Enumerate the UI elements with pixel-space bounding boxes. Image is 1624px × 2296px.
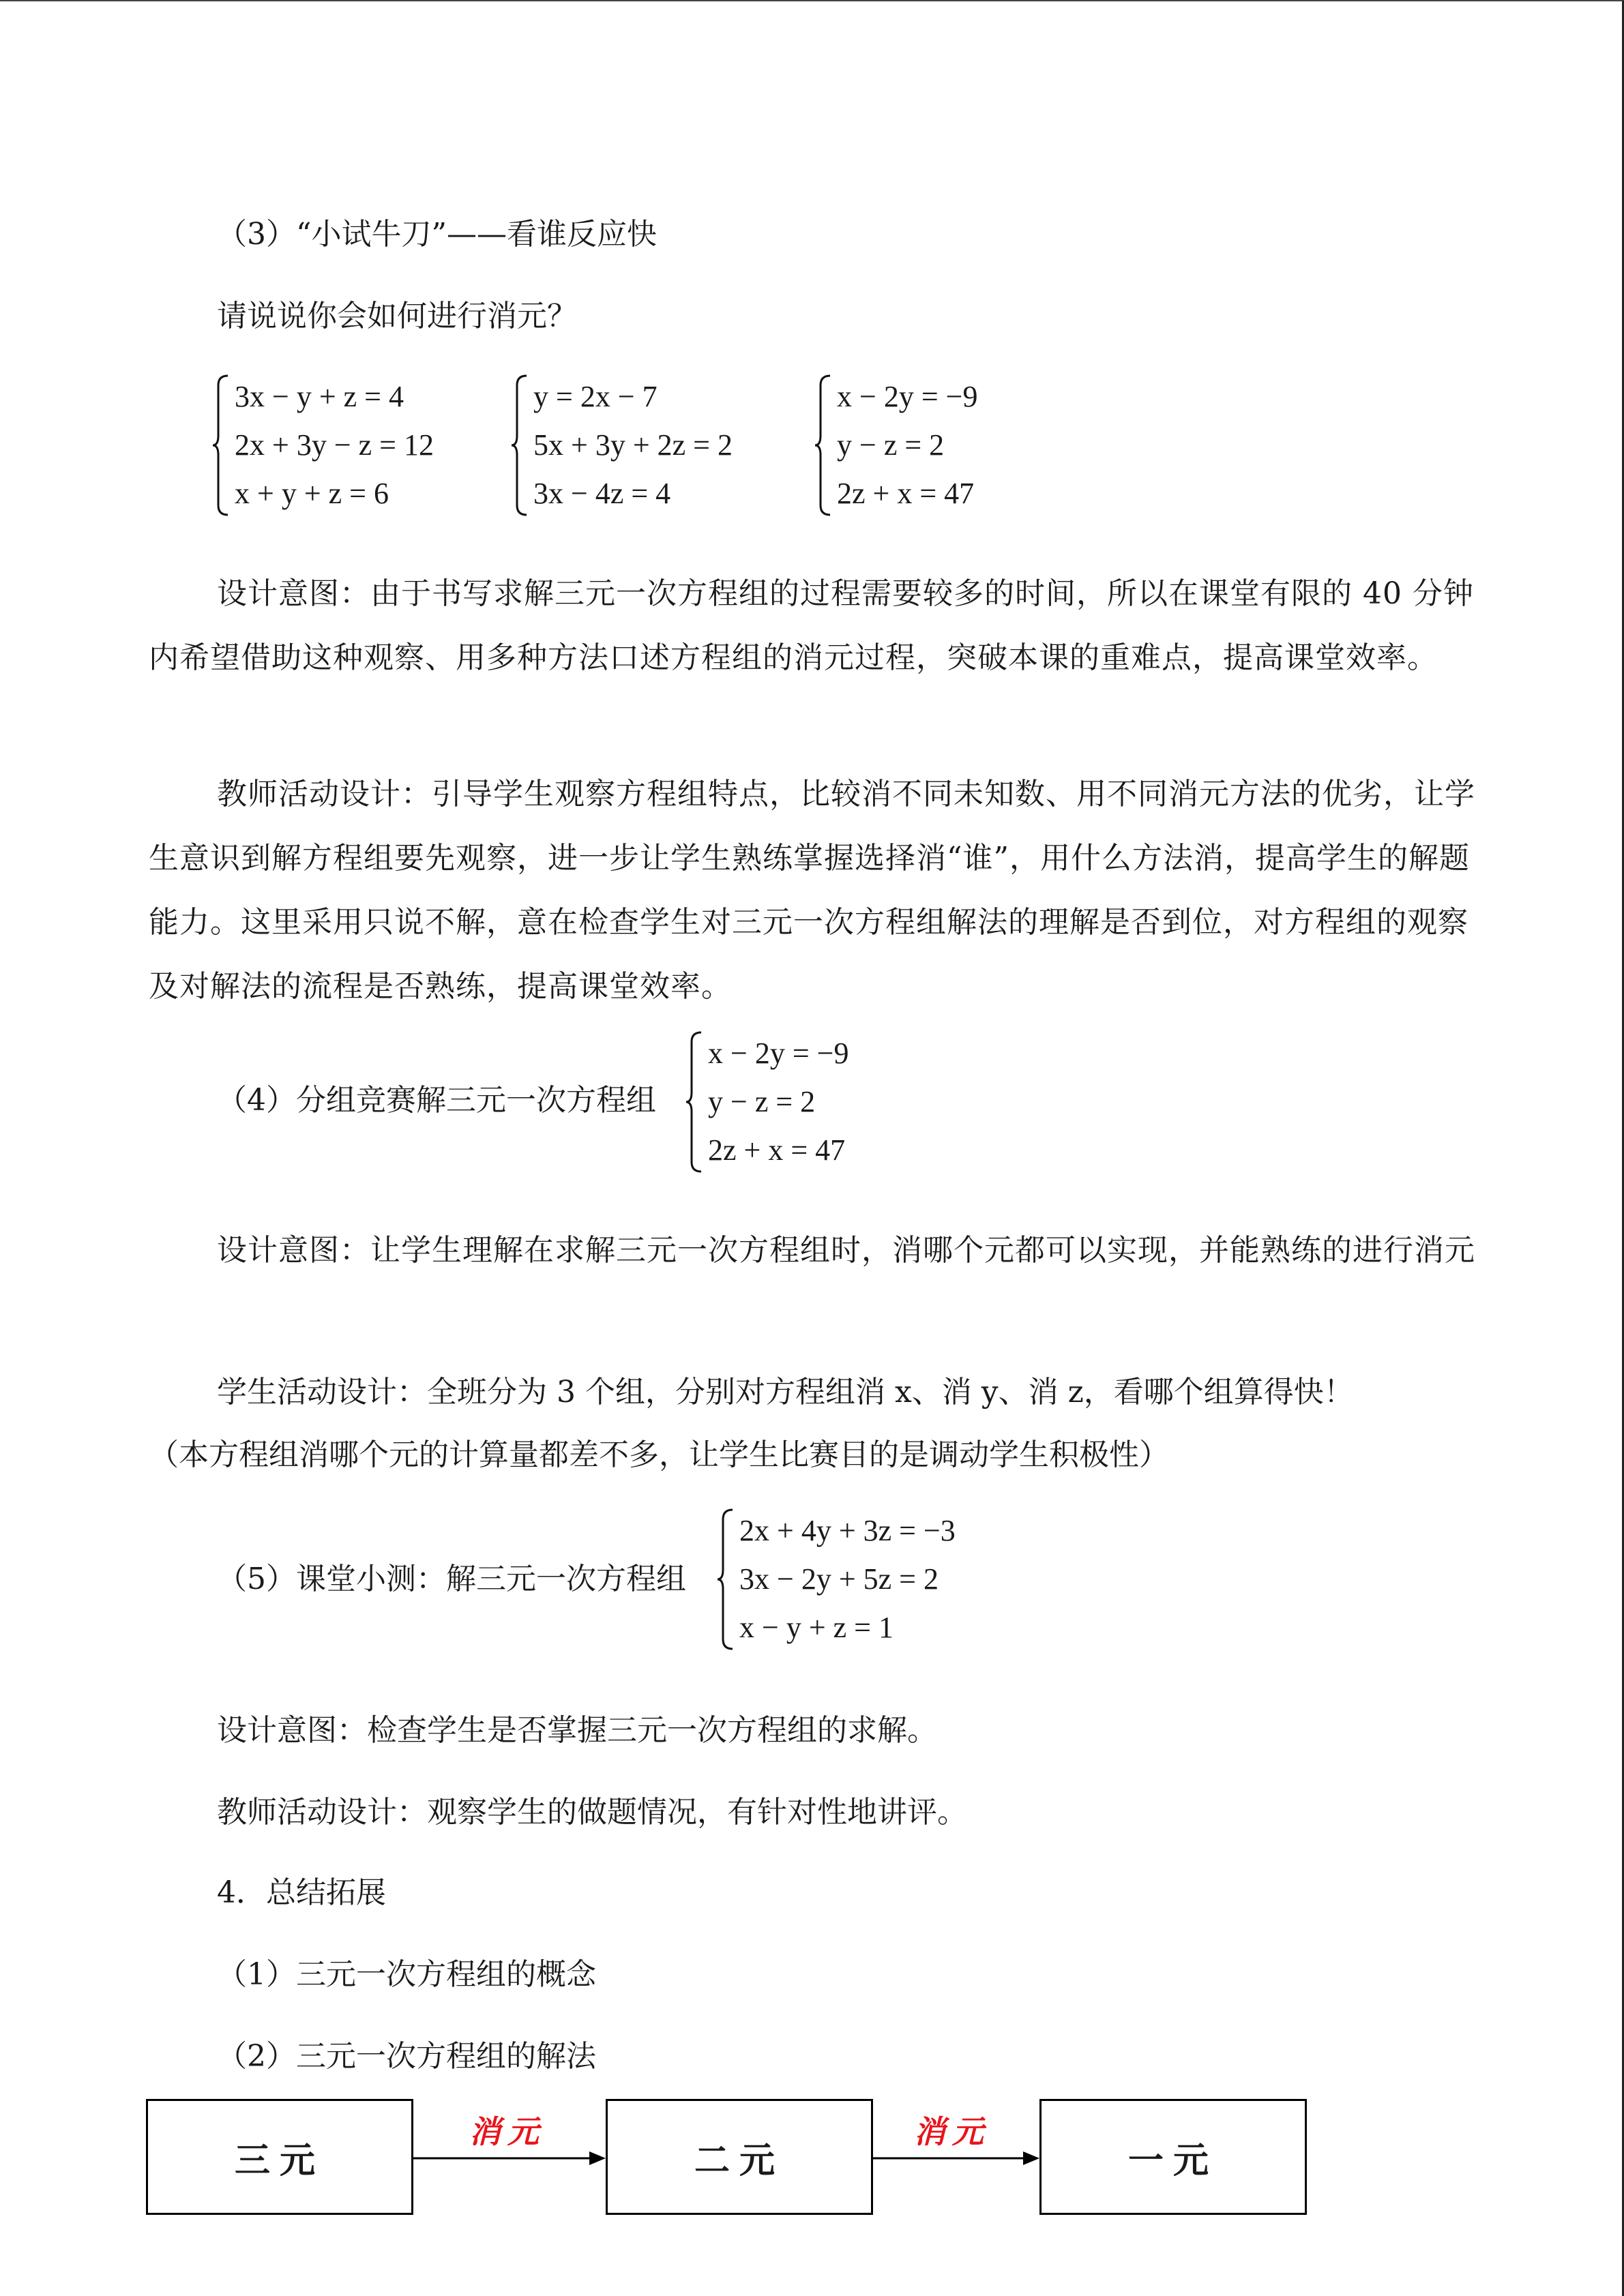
- equation-system-4: [686, 1030, 848, 1174]
- equation: y − z = 2: [837, 428, 945, 462]
- equation: x − 2y = −9: [837, 380, 978, 413]
- eliminate-label-2: 消元: [914, 2113, 990, 2150]
- equation: x + y + z = 6: [235, 477, 389, 510]
- equation: 3x − 4z = 4: [533, 477, 671, 510]
- equation: 3x − y + z = 4: [235, 380, 404, 413]
- summary-heading: 4．总结拓展: [217, 1875, 386, 1910]
- equation: 5x + 3y + 2z = 2: [533, 428, 733, 462]
- equation: y − z = 2: [708, 1085, 816, 1118]
- brace-icon: [213, 373, 231, 518]
- teacher-activity-paragraph: 教师活动设计：引导学生观察方程组特点，比较消不同未知数、用不同消元方法的优劣，让学生意识到解方程组要先观察，进一步让学生熟练掌握选择消“谁”，用什么方法消，提高学生的解题能力。这里采用只说不解，意在检查学生对三元一次方程组解法的理解是否到位，对方程组的观察及对解法的流程是否熟练，提高课堂效率。: [149, 777, 1475, 1004]
- equation: x − 2y = −9: [708, 1037, 849, 1070]
- equation-system-1: [213, 373, 434, 518]
- equation: y = 2x − 7: [533, 380, 658, 413]
- equation-system-5: [718, 1507, 956, 1652]
- flow-box-three-variables: 三元: [146, 2099, 413, 2215]
- eliminate-label-1: 消元: [469, 2113, 546, 2150]
- flow-arrow-2: [873, 2148, 1041, 2168]
- equation: 2z + x = 47: [837, 477, 975, 510]
- flow-arrow-1: [413, 2148, 607, 2168]
- section5-label: （5）课堂小测：解三元一次方程组: [217, 1562, 686, 1596]
- brace-icon: [686, 1030, 704, 1174]
- equation: 2x + 3y − z = 12: [235, 428, 434, 462]
- summary-item-1: （1）三元一次方程组的概念: [217, 1957, 596, 1992]
- flow-box-two-variables: 二元: [606, 2099, 873, 2215]
- section3-title: （3）“小试牛刀”——看谁反应快: [217, 217, 657, 252]
- design-intent-paragraph: 设计意图：让学生理解在求解三元一次方程组时，消哪个元都可以实现，并能熟练的进行消元: [217, 1233, 1475, 1268]
- flow-box-one-variable: 一元: [1039, 2099, 1307, 2215]
- brace-icon: [718, 1507, 735, 1652]
- equation: 2x + 4y + 3z = −3: [739, 1514, 956, 1547]
- section3-prompt: 请说说你会如何进行消元？: [217, 299, 577, 333]
- section5-design-intent: 设计意图：检查学生是否掌握三元一次方程组的求解。: [217, 1713, 937, 1748]
- equation-system-2: [512, 373, 733, 518]
- design-intent-paragraph: 设计意图：由于书写求解三元一次方程组的过程需要较多的时间，所以在课堂有限的 40 分钟内希望借助这种观察、用多种方法口述方程组的消元过程，突破本课的重难点，提高课堂效率。: [149, 576, 1474, 675]
- equation: 3x − 2y + 5z = 2: [739, 1562, 939, 1596]
- equation-system-3: [815, 373, 977, 518]
- equation: x − y + z = 1: [739, 1611, 894, 1644]
- student-activity: 学生活动设计：全班分为 3 个组，分别对方程组消 x、消 y、消 z，看哪个组算得快！: [217, 1375, 1354, 1410]
- activity-note: （本方程组消哪个元的计算量都差不多，让学生比赛目的是调动学生积极性）: [149, 1437, 1169, 1472]
- equation: 2z + x = 47: [708, 1133, 846, 1167]
- summary-item-2: （2）三元一次方程组的解法: [217, 2039, 596, 2074]
- section4-label: （4）分组竞赛解三元一次方程组: [217, 1083, 656, 1118]
- brace-icon: [815, 373, 833, 518]
- section5-teacher-activity: 教师活动设计：观察学生的做题情况，有针对性地讲评。: [217, 1795, 967, 1830]
- brace-icon: [512, 373, 529, 518]
